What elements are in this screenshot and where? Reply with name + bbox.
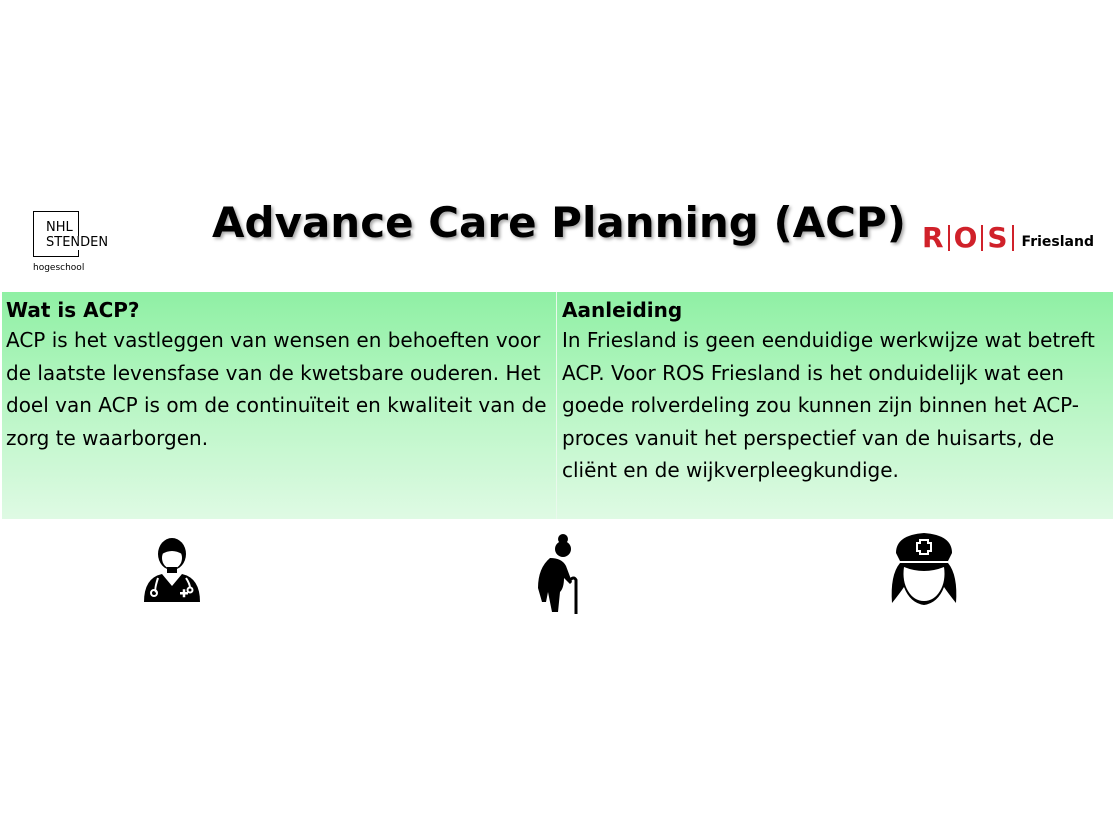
panel-heading: Wat is ACP? (6, 298, 140, 322)
info-panels (2, 292, 1113, 519)
ros-letter-r: R (922, 221, 944, 254)
panel-aanleiding (557, 292, 1113, 519)
ros-friesland-logo (922, 221, 1094, 253)
page-title: Advance Care Planning (ACP) (212, 198, 906, 247)
ros-letter-s: S (987, 221, 1008, 254)
ros-separator (948, 225, 950, 251)
nurse-icon (888, 531, 960, 607)
ros-separator (981, 225, 983, 251)
nhl-logo-line1: NHL (46, 220, 73, 235)
ros-letters (922, 223, 1018, 253)
ros-letter-o: O (953, 221, 978, 254)
elderly-person-icon (530, 532, 584, 616)
panel-body: In Friesland is geen eenduidige werkwijze wat betreft ACP. Voor ROS Friesland is het onduidelijk wat een goede rolverdeling zou kunnen zijn binnen het ACP-proces vanuit het perspectief van de huisarts, de cliënt en de wijkverpleegkundige. (562, 328, 1095, 482)
nhl-logo-line2: STENDEN (46, 235, 109, 250)
doctor-icon (140, 536, 206, 604)
ros-separator (1012, 225, 1014, 251)
panel-body: ACP is het vastleggen van wensen en behoeften voor de laatste levensfase van de kwetsbare ouderen. Het doel van ACP is om de continuïteit en kwaliteit van de zorg te waarborgen. (6, 328, 547, 450)
panel-what-is-acp (2, 292, 557, 519)
nhl-logo-subtitle: hogeschool (33, 263, 85, 273)
panel-heading: Aanleiding (562, 298, 683, 322)
ros-logo-word: Friesland (1021, 234, 1094, 250)
